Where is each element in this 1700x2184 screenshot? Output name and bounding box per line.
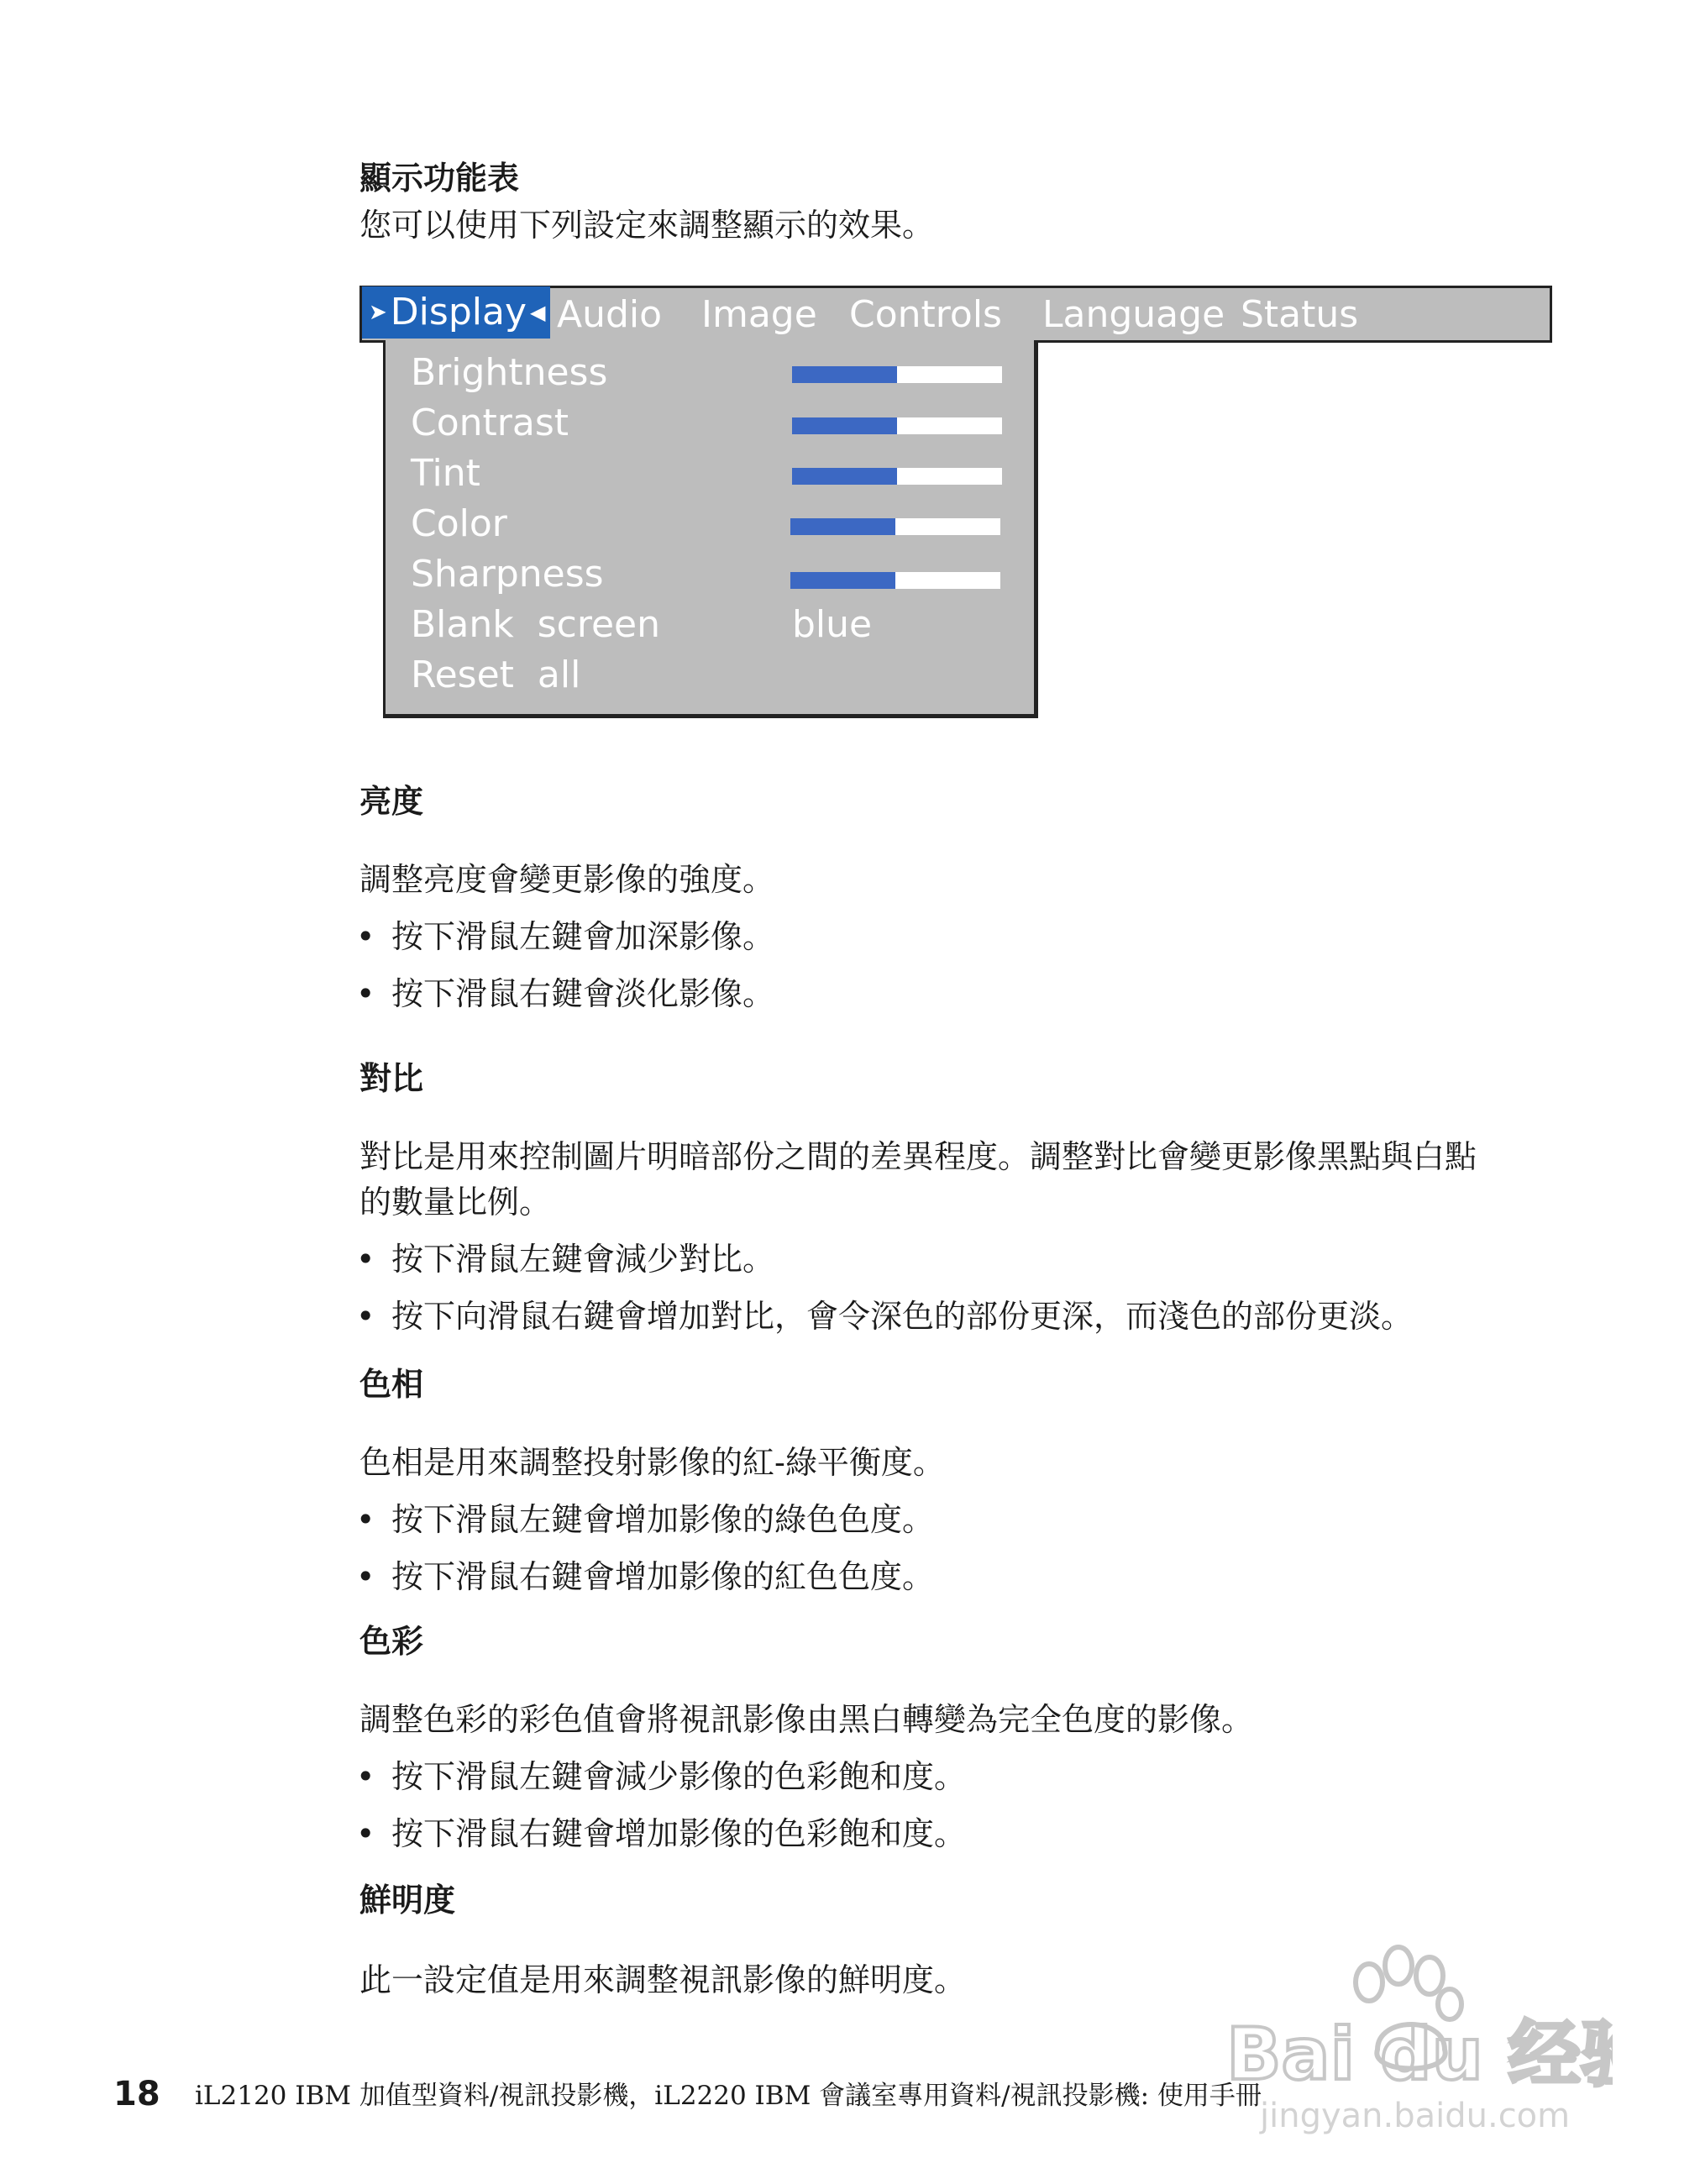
tab-language[interactable]: Language bbox=[1042, 293, 1225, 336]
section-title-contrast: 對比 bbox=[359, 1060, 424, 1097]
list-item-text: 按下滑鼠右鍵會增加影像的色彩飽和度。 bbox=[391, 1815, 967, 1852]
blank-screen-value[interactable]: blue bbox=[792, 603, 873, 646]
list-item-text: 按下滑鼠左鍵會加深影像。 bbox=[391, 918, 775, 955]
tab-label: Display bbox=[390, 291, 527, 333]
tab-audio[interactable]: Audio bbox=[557, 293, 663, 336]
footer-title: iL2120 IBM 加值型資料/視訊投影機，iL2220 IBM 會議室專用資料/視訊投影機: 使用手冊 bbox=[195, 2081, 1262, 2111]
bullet-icon: • bbox=[356, 975, 375, 1012]
contrast-slider[interactable] bbox=[792, 417, 1002, 434]
watermark-url: jingyan.baidu.com bbox=[1260, 2097, 1571, 2135]
slider-fill bbox=[792, 468, 897, 485]
tab-controls[interactable]: Controls bbox=[849, 293, 1002, 336]
menu-item-color[interactable]: Color bbox=[411, 502, 507, 545]
brightness-text: 調整亮度會變更影像的強度。 bbox=[359, 861, 775, 898]
menu-item-blank-screen[interactable]: Blank screen bbox=[411, 603, 660, 646]
slider-fill bbox=[790, 572, 895, 589]
osd-display-panel bbox=[383, 340, 1038, 718]
bullet-icon: • bbox=[356, 1758, 375, 1795]
brightness-slider[interactable] bbox=[792, 366, 1002, 383]
bullet-icon: • bbox=[356, 1501, 375, 1538]
active-left-marker-icon: ➤ bbox=[369, 300, 387, 325]
section-title-color: 色彩 bbox=[359, 1623, 424, 1660]
menu-item-contrast[interactable]: Contrast bbox=[411, 402, 569, 444]
contrast-text-line2: 的數量比例。 bbox=[359, 1184, 552, 1221]
menu-item-sharpness[interactable]: Sharpness bbox=[411, 553, 604, 596]
list-item-text: 按下滑鼠左鍵會減少對比。 bbox=[391, 1241, 775, 1278]
list-item-text: 按下向滑鼠右鍵會增加對比，會令深色的部份更深，而淺色的部份更淡。 bbox=[391, 1298, 1414, 1335]
tab-status[interactable]: Status bbox=[1241, 293, 1359, 336]
menu-item-brightness[interactable]: Brightness bbox=[411, 351, 608, 394]
active-right-marker-icon: ◀ bbox=[529, 301, 546, 324]
section-title-display-menu: 顯示功能表 bbox=[359, 160, 520, 197]
baidu-watermark-logo bbox=[1209, 1932, 1613, 2142]
bullet-icon: • bbox=[356, 1815, 375, 1852]
section-title-brightness: 亮度 bbox=[359, 783, 424, 820]
tab-display[interactable] bbox=[362, 286, 550, 339]
list-item-text: 按下滑鼠左鍵會減少影像的色彩飽和度。 bbox=[391, 1758, 967, 1795]
section-title-tint: 色相 bbox=[359, 1366, 424, 1403]
intro-text: 您可以使用下列設定來調整顯示的效果。 bbox=[359, 207, 935, 244]
sharpness-text: 此一設定值是用來調整視訊影像的鮮明度。 bbox=[359, 1961, 967, 1998]
list-item-text: 按下滑鼠左鍵會增加影像的綠色色度。 bbox=[391, 1501, 935, 1538]
slider-fill bbox=[792, 366, 897, 383]
page-number: 18 bbox=[113, 2075, 160, 2113]
bullet-icon: • bbox=[356, 1558, 375, 1595]
bullet-icon: • bbox=[356, 1298, 375, 1335]
bullet-icon: • bbox=[356, 918, 375, 955]
color-text: 調整色彩的彩色值會將視訊影像由黑白轉變為完全色度的影像。 bbox=[359, 1701, 1254, 1738]
menu-item-tint[interactable]: Tint bbox=[411, 452, 480, 495]
menu-item-reset-all[interactable]: Reset all bbox=[411, 654, 581, 696]
paw-logo-icon bbox=[1209, 1932, 1613, 2142]
color-slider[interactable] bbox=[790, 518, 1000, 535]
watermark-brand: Bai du 经验 bbox=[1226, 2013, 1613, 2097]
contrast-text-line1: 對比是用來控制圖片明暗部份之間的差異程度。調整對比會變更影像黑點與白點 bbox=[359, 1138, 1477, 1175]
list-item-text: 按下滑鼠右鍵會增加影像的紅色色度。 bbox=[391, 1558, 935, 1595]
bullet-icon: • bbox=[356, 1241, 375, 1278]
sharpness-slider[interactable] bbox=[790, 572, 1000, 589]
tab-image[interactable]: Image bbox=[701, 293, 817, 336]
tint-text: 色相是用來調整投射影像的紅-綠平衡度。 bbox=[359, 1444, 945, 1481]
slider-fill bbox=[790, 518, 895, 535]
osd-menu-bar bbox=[359, 286, 1552, 343]
section-title-sharpness: 鮮明度 bbox=[359, 1882, 456, 1919]
slider-fill bbox=[792, 417, 897, 434]
tint-slider[interactable] bbox=[792, 468, 1002, 485]
list-item-text: 按下滑鼠右鍵會淡化影像。 bbox=[391, 975, 775, 1012]
